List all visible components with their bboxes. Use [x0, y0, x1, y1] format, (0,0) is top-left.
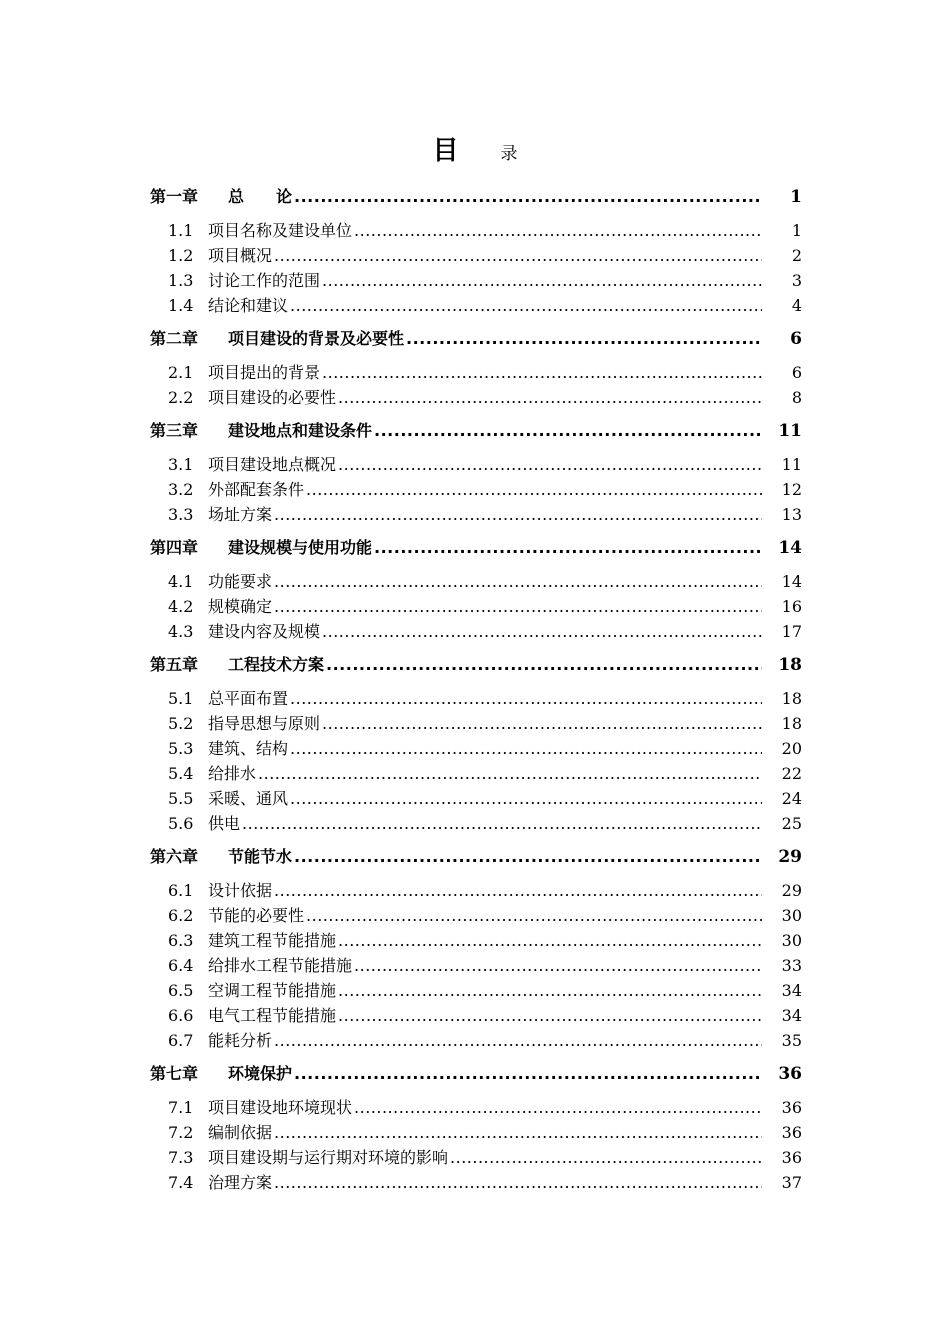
toc-section-row[interactable]: [150, 477, 802, 502]
toc-section-row[interactable]: [150, 903, 802, 928]
section-number: 4.3: [168, 622, 194, 641]
dot-leader: [290, 689, 762, 708]
dot-leader: [306, 480, 762, 499]
dot-leader: [354, 1098, 762, 1117]
dot-leader: [322, 271, 762, 290]
section-page-number: 25: [781, 814, 802, 833]
section-title: 节能的必要性: [208, 906, 305, 925]
toc-section-row[interactable]: [150, 594, 802, 619]
chapter-label: [150, 535, 372, 558]
chapter-label: [150, 326, 404, 349]
toc-section-row[interactable]: [150, 978, 802, 1003]
dot-leader: [290, 296, 762, 315]
section-number: 5.6: [168, 814, 194, 833]
section-page-number: 24: [781, 789, 802, 808]
section-label: [150, 686, 288, 709]
toc-section-row[interactable]: [150, 761, 802, 786]
section-page-number: 11: [781, 455, 802, 474]
toc-section-row[interactable]: [150, 686, 802, 711]
section-number: 5.2: [168, 714, 194, 733]
section-label: [150, 1003, 336, 1026]
toc-section-row[interactable]: [150, 928, 802, 953]
chapter-number: 第一章: [150, 187, 199, 206]
section-page-number: 18: [781, 689, 802, 708]
page-title: [0, 130, 950, 167]
section-label: [150, 928, 336, 951]
section-label: [150, 953, 352, 976]
section-page-number: 6: [791, 363, 802, 382]
section-title: 讨论工作的范围: [208, 271, 321, 290]
section-title: 建筑工程节能措施: [208, 931, 337, 950]
chapter-label: [150, 184, 292, 207]
toc-section-row[interactable]: [150, 1003, 802, 1028]
section-title: 项目建设期与运行期对环境的影响: [208, 1148, 449, 1167]
chapter-number: 第五章: [150, 655, 199, 674]
section-number: 5.5: [168, 789, 194, 808]
dot-leader: [338, 388, 762, 407]
section-number: 5.4: [168, 764, 194, 783]
section-title: 外部配套条件: [208, 480, 305, 499]
section-title: 指导思想与原则: [208, 714, 321, 733]
section-label: [150, 1170, 272, 1193]
dot-leader: [338, 1006, 762, 1025]
section-page-number: 18: [781, 714, 802, 733]
spacer: [150, 678, 802, 686]
section-number: 5.1: [168, 689, 194, 708]
chapter-title: 项目建设的背景及必要性: [228, 329, 405, 348]
section-page-number: 33: [781, 956, 802, 975]
section-label: [150, 243, 272, 266]
chapter-page-number: 18: [778, 655, 802, 675]
chapter-page-number: 6: [790, 329, 802, 349]
chapter-title: 节能节水: [228, 847, 293, 866]
section-page-number: 36: [781, 1148, 802, 1167]
toc-chapter-row[interactable]: [150, 535, 802, 561]
dot-leader: [290, 789, 762, 808]
toc-chapter-row[interactable]: [150, 652, 802, 678]
dot-leader: [274, 881, 762, 900]
chapter-number: 第六章: [150, 847, 199, 866]
section-label: [150, 268, 320, 291]
section-page-number: 34: [781, 1006, 802, 1025]
toc-section-row[interactable]: [150, 1028, 802, 1053]
chapter-label: [150, 418, 372, 441]
section-page-number: 16: [781, 597, 802, 616]
section-label: [150, 761, 256, 784]
section-page-number: 2: [791, 246, 802, 265]
spacer: [150, 1087, 802, 1095]
dot-leader: [274, 597, 762, 616]
section-label: [150, 811, 240, 834]
section-label: [150, 293, 288, 316]
section-label: [150, 978, 336, 1001]
chapter-label: [150, 844, 292, 867]
section-number: 1.3: [168, 271, 194, 290]
chapter-title: 建设地点和建设条件: [228, 421, 373, 440]
section-title: 设计依据: [208, 881, 273, 900]
section-number: 7.2: [168, 1123, 194, 1142]
toc-section-row[interactable]: [150, 569, 802, 594]
section-title: 供电: [208, 814, 241, 833]
dot-leader: [258, 764, 762, 783]
dot-leader: [354, 221, 762, 240]
section-page-number: 8: [791, 388, 802, 407]
section-page-number: 30: [781, 931, 802, 950]
section-title: 电气工程节能措施: [208, 1006, 337, 1025]
toc-section-row[interactable]: [150, 1170, 802, 1195]
section-title: 项目概况: [208, 246, 273, 265]
section-page-number: 29: [781, 881, 802, 900]
spacer: [150, 352, 802, 360]
section-number: 6.7: [168, 1031, 194, 1050]
dot-leader: [306, 906, 762, 925]
section-title: 建设内容及规模: [208, 622, 321, 641]
section-label: [150, 502, 272, 525]
section-page-number: 14: [781, 572, 802, 591]
section-title: 给排水: [208, 764, 257, 783]
section-page-number: 20: [781, 739, 802, 758]
toc-section-row[interactable]: [150, 619, 802, 644]
toc-section-row[interactable]: [150, 502, 802, 527]
dot-leader: [322, 622, 762, 641]
section-number: 3.2: [168, 480, 194, 499]
section-label: [150, 786, 288, 809]
section-title: 结论和建议: [208, 296, 289, 315]
dot-leader: [274, 1123, 762, 1142]
chapter-title: 建设规模与使用功能: [228, 538, 373, 557]
chapter-title: 总 论: [228, 187, 293, 206]
dot-leader: [274, 572, 762, 591]
section-number: 3.3: [168, 505, 194, 524]
section-label: [150, 360, 320, 383]
section-page-number: 13: [781, 505, 802, 524]
dot-leader: [322, 714, 762, 733]
dot-leader: [450, 1148, 762, 1167]
toc-section-row[interactable]: [150, 878, 802, 903]
section-title: 项目建设的必要性: [208, 388, 337, 407]
toc-section-row[interactable]: [150, 953, 802, 978]
section-label: [150, 452, 336, 475]
dot-leader: [274, 505, 762, 524]
section-page-number: 1: [791, 221, 802, 240]
section-title: 空调工程节能措施: [208, 981, 337, 1000]
dot-leader: [274, 1031, 762, 1050]
section-page-number: 36: [781, 1098, 802, 1117]
chapter-page-number: 29: [778, 847, 802, 867]
toc-section-row[interactable]: [150, 1120, 802, 1145]
spacer: [150, 210, 802, 218]
section-number: 6.6: [168, 1006, 194, 1025]
chapter-number: 第七章: [150, 1064, 199, 1083]
section-label: [150, 594, 272, 617]
chapter-label: [150, 1061, 292, 1084]
dot-leader: [338, 455, 762, 474]
dot-leader: [338, 981, 762, 1000]
section-number: 6.4: [168, 956, 194, 975]
dot-leader: [338, 931, 762, 950]
section-label: [150, 1145, 448, 1168]
section-number: 7.1: [168, 1098, 194, 1117]
chapter-number: 第三章: [150, 421, 199, 440]
section-title: 项目提出的背景: [208, 363, 321, 382]
chapter-number: 第四章: [150, 538, 199, 557]
toc-section-row[interactable]: [150, 736, 802, 761]
section-page-number: 12: [781, 480, 802, 499]
section-label: [150, 711, 320, 734]
toc-chapter-row[interactable]: [150, 844, 802, 870]
section-title: 建筑、结构: [208, 739, 289, 758]
chapter-page-number: 1: [790, 187, 802, 207]
section-label: [150, 903, 304, 926]
toc-section-row[interactable]: [150, 218, 802, 243]
section-number: 6.3: [168, 931, 194, 950]
section-number: 7.3: [168, 1148, 194, 1167]
section-label: [150, 1028, 272, 1051]
toc-section-row[interactable]: [150, 268, 802, 293]
section-page-number: 34: [781, 981, 802, 1000]
chapter-number: 第二章: [150, 329, 199, 348]
chapter-title: 环境保护: [228, 1064, 293, 1083]
dot-leader: [354, 956, 762, 975]
chapter-page-number: 14: [778, 538, 802, 558]
section-label: [150, 218, 352, 241]
section-label: [150, 1095, 352, 1118]
chapter-page-number: 11: [778, 421, 802, 441]
dot-leader: [294, 187, 762, 206]
section-label: [150, 878, 272, 901]
section-page-number: 17: [781, 622, 802, 641]
spacer: [150, 561, 802, 569]
section-label: [150, 385, 336, 408]
dot-leader: [274, 1173, 762, 1192]
section-number: 5.3: [168, 739, 194, 758]
section-label: [150, 619, 320, 642]
section-label: [150, 569, 272, 592]
section-number: 1.2: [168, 246, 194, 265]
title-part-1: 目: [432, 136, 459, 166]
toc-section-row[interactable]: [150, 360, 802, 385]
section-number: 2.1: [168, 363, 194, 382]
dot-leader: [294, 1064, 762, 1083]
toc-chapter-row[interactable]: [150, 1061, 802, 1087]
section-page-number: 37: [781, 1173, 802, 1192]
toc-section-row[interactable]: [150, 711, 802, 736]
dot-leader: [374, 421, 762, 440]
section-title: 给排水工程节能措施: [208, 956, 353, 975]
dot-leader: [290, 739, 762, 758]
chapter-label: [150, 652, 324, 675]
section-number: 4.1: [168, 572, 194, 591]
section-number: 3.1: [168, 455, 194, 474]
section-title: 总平面布置: [208, 689, 289, 708]
toc-section-row[interactable]: [150, 385, 802, 410]
toc-chapter-row[interactable]: [150, 326, 802, 352]
section-title: 项目建设地点概况: [208, 455, 337, 474]
dot-leader: [242, 814, 762, 833]
section-title: 项目名称及建设单位: [208, 221, 353, 240]
dot-leader: [326, 655, 762, 674]
chapter-title: 工程技术方案: [228, 655, 325, 674]
section-label: [150, 1120, 272, 1143]
spacer: [150, 444, 802, 452]
section-number: 6.5: [168, 981, 194, 1000]
section-title: 规模确定: [208, 597, 273, 616]
section-number: 6.1: [168, 881, 194, 900]
toc-section-row[interactable]: [150, 786, 802, 811]
section-title: 采暖、通风: [208, 789, 289, 808]
section-number: 1.1: [168, 221, 194, 240]
dot-leader: [322, 363, 762, 382]
toc-chapter-row[interactable]: [150, 418, 802, 444]
spacer: [150, 870, 802, 878]
toc-section-row[interactable]: [150, 1145, 802, 1170]
dot-leader: [294, 847, 762, 866]
section-page-number: 3: [791, 271, 802, 290]
section-title: 编制依据: [208, 1123, 273, 1142]
toc-section-row[interactable]: [150, 293, 802, 318]
section-page-number: 4: [791, 296, 802, 315]
section-page-number: 35: [781, 1031, 802, 1050]
section-title: 能耗分析: [208, 1031, 273, 1050]
dot-leader: [406, 329, 762, 348]
section-number: 2.2: [168, 388, 194, 407]
section-number: 7.4: [168, 1173, 194, 1192]
chapter-page-number: 36: [778, 1064, 802, 1084]
section-title: 项目建设地环境现状: [208, 1098, 353, 1117]
toc-section-row[interactable]: [150, 243, 802, 268]
section-number: 4.2: [168, 597, 194, 616]
toc-section-row[interactable]: [150, 811, 802, 836]
dot-leader: [274, 246, 762, 265]
section-number: 1.4: [168, 296, 194, 315]
section-page-number: 30: [781, 906, 802, 925]
section-label: [150, 736, 288, 759]
dot-leader: [374, 538, 762, 557]
toc-chapter-row[interactable]: [150, 184, 802, 210]
section-label: [150, 477, 304, 500]
section-page-number: 36: [781, 1123, 802, 1142]
table-of-contents: [150, 184, 802, 1195]
section-title: 功能要求: [208, 572, 273, 591]
section-title: 治理方案: [208, 1173, 273, 1192]
section-page-number: 22: [781, 764, 802, 783]
toc-section-row[interactable]: [150, 452, 802, 477]
section-title: 场址方案: [208, 505, 273, 524]
section-number: 6.2: [168, 906, 194, 925]
toc-section-row[interactable]: [150, 1095, 802, 1120]
title-part-2: 录: [500, 144, 518, 164]
